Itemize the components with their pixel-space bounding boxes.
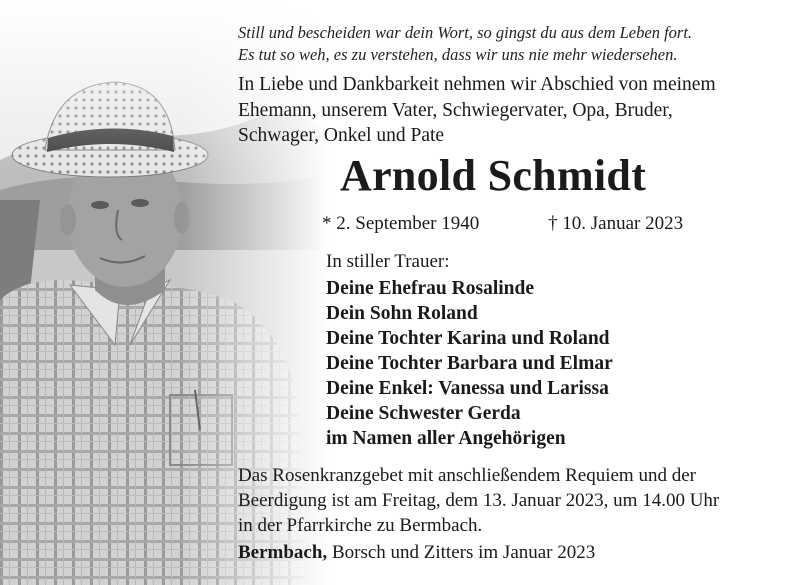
intro-line: Ehemann, unserem Vater, Schwiegervater, Opa, Bruder, bbox=[238, 99, 673, 121]
mourner-line: Deine Tochter Barbara und Elmar bbox=[326, 353, 613, 374]
service-line: in der Pfarrkirche zu Bermbach. bbox=[238, 515, 483, 536]
mourning-label: In stiller Trauer: bbox=[326, 251, 450, 272]
closing-line bbox=[238, 542, 595, 564]
intro-line: In Liebe und Dankbarkeit nehmen wir Abschied von meinem bbox=[238, 74, 716, 95]
service-line: Das Rosenkranzgebet mit anschließendem Requiem und der bbox=[238, 465, 696, 486]
mourner-line: Deine Ehefrau Rosalinde bbox=[326, 278, 535, 299]
service-line: Beerdigung ist am Freitag, dem 13. Januar 2023, um 14.00 Uhr bbox=[238, 490, 720, 511]
poem-line: Still und bescheiden war dein Wort, so gingst du aus dem Leben fort. bbox=[238, 23, 693, 42]
deceased-name: Arnold Schmidt bbox=[340, 151, 647, 200]
mourner-line: Deine Schwester Gerda bbox=[326, 403, 521, 424]
mourner-line: Deine Tochter Karina und Roland bbox=[326, 328, 610, 349]
mourner-line: im Namen aller Angehörigen bbox=[326, 428, 566, 449]
mourner-line: Dein Sohn Roland bbox=[326, 303, 478, 324]
poem-line: Es tut so weh, es zu verstehen, dass wir uns nie mehr wiedersehen. bbox=[238, 45, 678, 64]
mourner-line: Deine Enkel: Vanessa und Larissa bbox=[326, 378, 609, 399]
service-info bbox=[238, 463, 719, 538]
death-date: † 10. Januar 2023 bbox=[548, 213, 684, 234]
intro-line: Schwager, Onkel und Pate bbox=[238, 125, 445, 146]
poem bbox=[238, 22, 692, 66]
closing-place: Bermbach, bbox=[238, 542, 328, 563]
closing-rest: Borsch und Zitters im Januar 2023 bbox=[327, 542, 596, 563]
birth-date: * 2. September 1940 bbox=[322, 213, 480, 234]
intro-text bbox=[238, 72, 716, 149]
mourner-list bbox=[326, 276, 613, 451]
